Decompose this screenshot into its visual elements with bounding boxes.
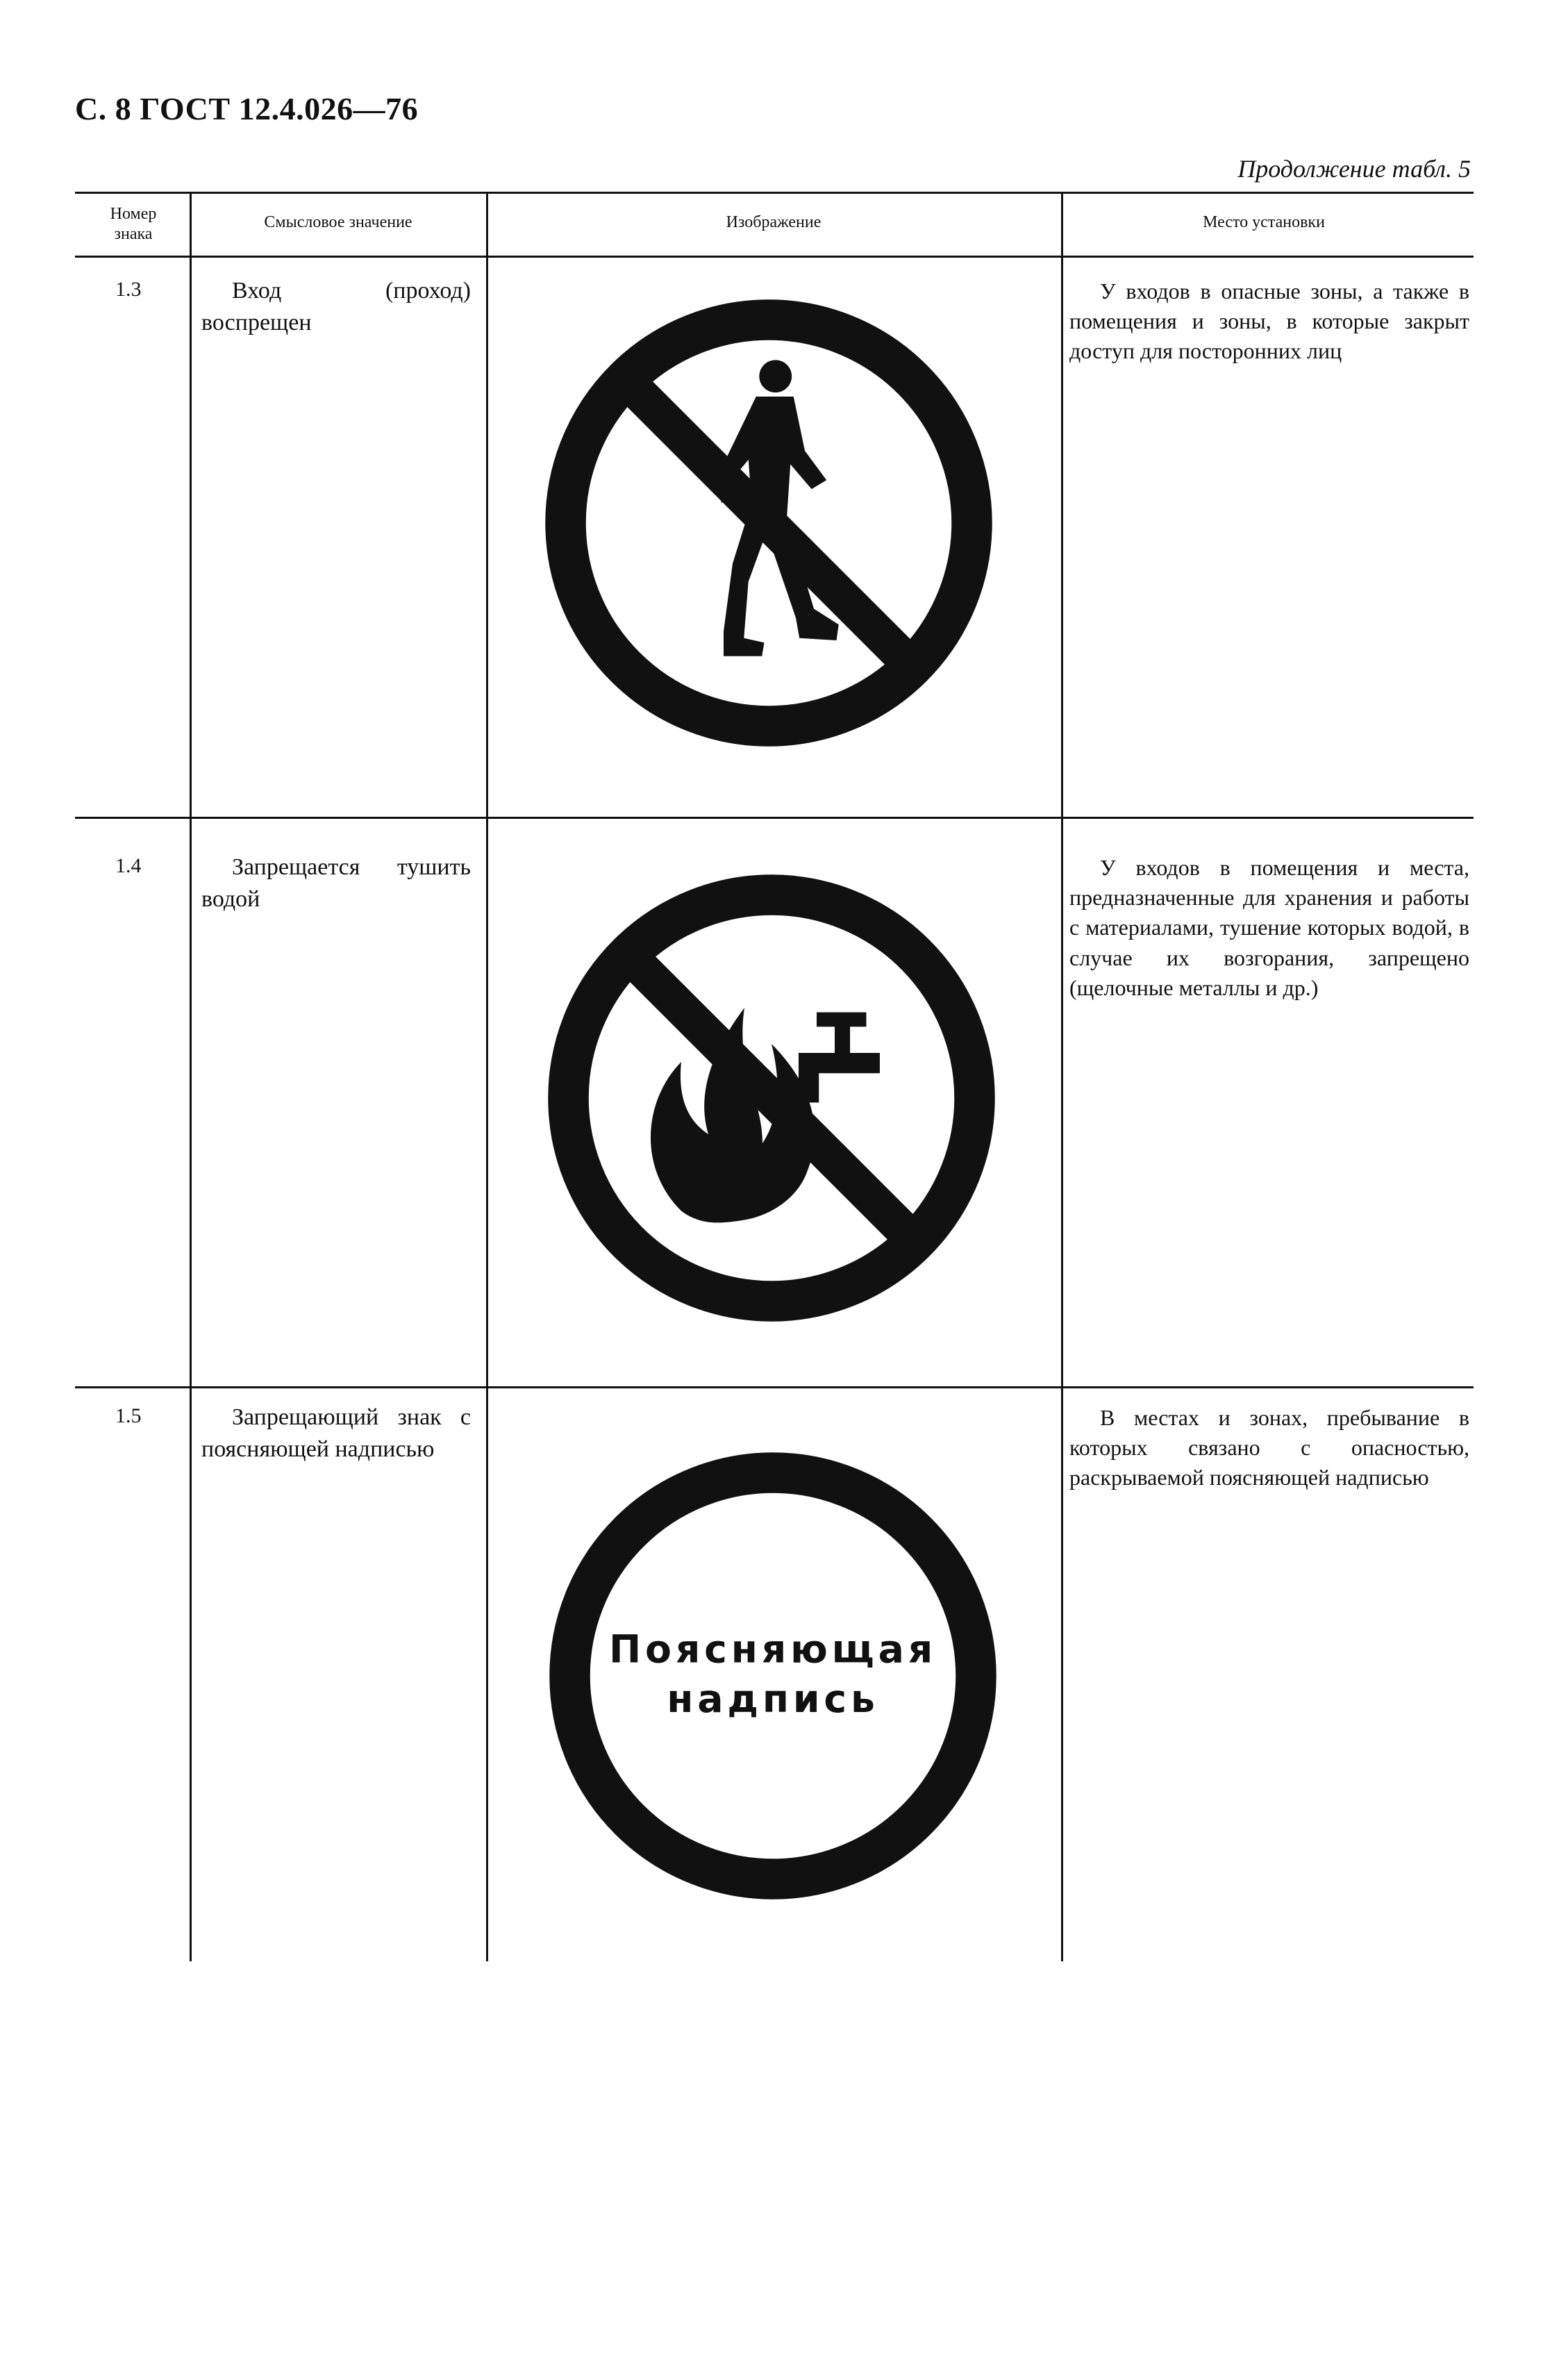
sign-text-line: Поясняющая [608,1627,937,1672]
sign-text-line: надпись [667,1677,879,1722]
row-divider [75,817,1474,819]
table-continuation-label: Продолжение табл. 5 [1237,155,1471,183]
table-top-rule [75,192,1474,194]
sign-placement: У входов в помещения и места, предназначенные для хранения и работы с материалами, тушение которых водой, в случае их возгорания, запрещено (щелочные металлы и др.) [1069,855,1469,1000]
prohibition-with-text-icon [547,1450,999,1902]
column-header-placement: Место установки [1203,213,1325,231]
sign-meaning: Запрещается тушить водой [201,854,471,912]
no-water-extinguishing-icon [546,872,997,1324]
row-number: 1.5 [115,1404,142,1427]
column-divider [1061,192,1063,1961]
column-header-number: Номер знака [110,205,157,243]
table-header-rule [75,256,1474,258]
sign-meaning: Запрещающий знак с поясняющей надписью [201,1404,471,1462]
sign-placement: У входов в опасные зоны, а также в помещения и зоны, в которые закрыт доступ для посторонних лиц [1069,279,1469,364]
no-entry-pedestrian-icon [543,297,994,749]
page-header: С. 8 ГОСТ 12.4.026—76 [75,91,419,126]
row-number: 1.3 [115,278,142,301]
row-number: 1.4 [115,854,142,877]
column-header-image: Изображение [726,213,821,231]
sign-placement: В местах и зонах, пребывание в которых связано с опасностью, раскрываемой поясняющей надписью [1069,1405,1469,1490]
column-header-meaning: Смысловое значение [264,213,412,231]
sign-meaning: Вход (проход) воспрещен [201,278,471,335]
row-divider [75,1386,1474,1388]
column-divider [486,192,488,1961]
column-divider [190,192,192,1961]
